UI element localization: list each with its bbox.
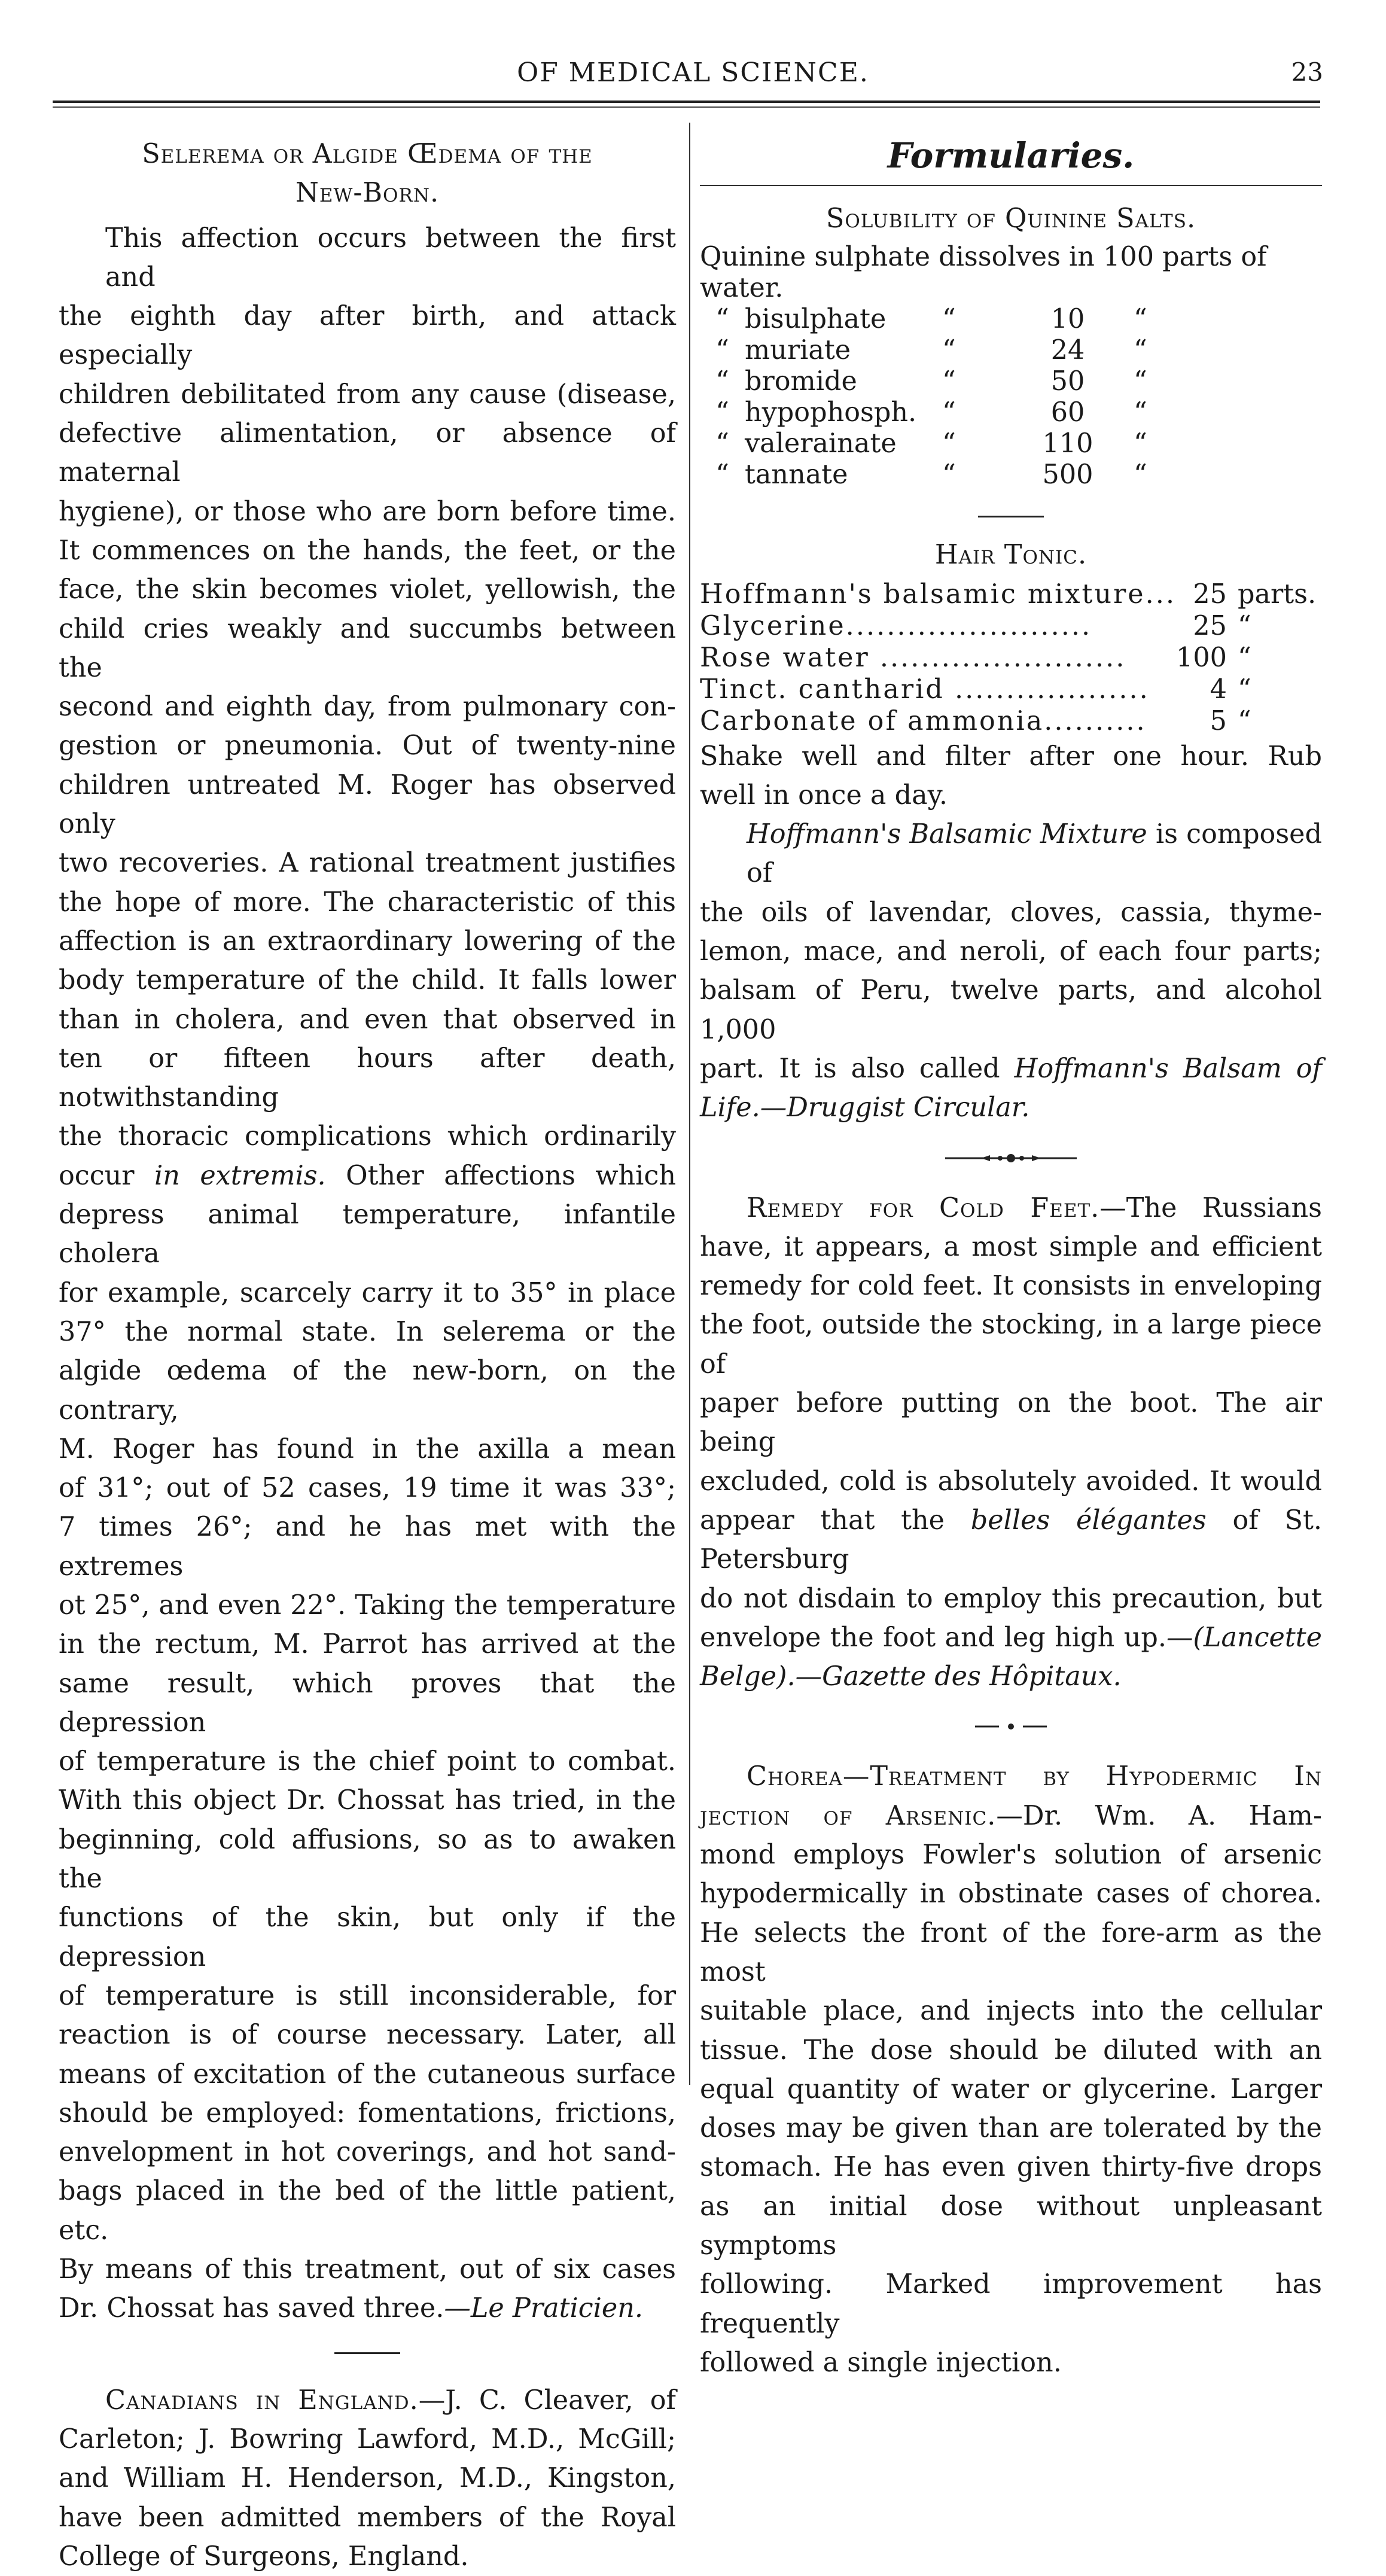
ditto-mark: “ xyxy=(715,397,729,428)
body-line: affection is an extraordinary lowering of the xyxy=(59,925,676,957)
ditto-mark: “ xyxy=(1134,366,1147,397)
body-line: of temperature is still inconsiderable, for xyxy=(59,1980,676,2011)
hair-tonic-table xyxy=(700,578,1322,737)
body-line: followed a single injection. xyxy=(700,2347,1062,2378)
table-row xyxy=(700,397,1322,428)
ingredient-unit: “ xyxy=(1237,674,1251,705)
body-line: ten or fifteen hours after death, notwithstanding xyxy=(59,1043,676,1113)
section-title-rule xyxy=(700,185,1322,186)
body-line: paper before putting on the boot. The air being xyxy=(700,1388,1322,1458)
body-line: suitable place, and injects into the cellular xyxy=(700,1996,1322,2027)
body-line: in the rectum, M. Parrot has arrived at the xyxy=(59,1629,676,1660)
latin-phrase: in extremis. xyxy=(154,1160,326,1191)
table-row xyxy=(700,304,1322,335)
body-text: occur xyxy=(59,1160,135,1191)
body-line: and William H. Henderson, M.D., Kingston, xyxy=(59,2463,676,2494)
ornament-icon xyxy=(945,1152,1077,1164)
salt-name: bisulphate xyxy=(745,304,887,335)
body-text: Dr. Chossat has saved three. xyxy=(59,2293,444,2324)
ditto-mark: “ xyxy=(1134,428,1147,459)
ditto-mark: “ xyxy=(942,459,956,491)
ingredient-name: Rose water ........................ xyxy=(700,642,1126,673)
table-row xyxy=(700,674,1322,705)
table-row xyxy=(700,610,1322,642)
body-line xyxy=(700,1088,1322,1127)
body-line: hypodermically in obstinate cases of chorea. xyxy=(700,1878,1322,1910)
column-divider xyxy=(689,123,690,2085)
body-line: gestion or pneumonia. Out of twenty-nine xyxy=(59,730,676,762)
body-line xyxy=(700,1189,1322,1228)
body-line: By means of this treatment, out of six cases xyxy=(59,2254,676,2285)
body-line: well in once a day. xyxy=(700,780,948,811)
formula-title: Solubility of Quinine Salts. xyxy=(825,203,1196,234)
body-line: mond employs Fowler's solution of arsenic xyxy=(700,1840,1322,1871)
table-row xyxy=(700,335,1322,366)
ingredient-name: Glycerine........................ xyxy=(700,610,1092,641)
ingredient-name: Hoffmann's balsamic mixture... xyxy=(700,578,1177,610)
body-text: —J. C. Cleaver, of xyxy=(418,2385,676,2416)
body-line: should be employed: fomentations, frictions, xyxy=(59,2097,676,2129)
body-line: He selects the front of the fore-arm as the most xyxy=(700,1917,1322,1987)
body-text: appear that the xyxy=(700,1505,945,1536)
body-line: of 31°; out of 52 cases, 19 time it was 33°; xyxy=(59,1473,676,1504)
body-line: face, the skin becomes violet, yellowish, the xyxy=(59,574,676,605)
body-line: following. Marked improvement has frequently xyxy=(700,2269,1322,2339)
article-heading: Canadians in England. xyxy=(105,2385,419,2416)
ingredient-unit: “ xyxy=(1237,642,1251,673)
body-text: is composed of xyxy=(747,819,1323,889)
body-line: than in cholera, and even that observed in xyxy=(59,1004,676,1035)
body-line xyxy=(59,2381,676,2420)
body-line: the eighth day after birth, and attack especially xyxy=(59,301,676,371)
source-citation: —Le Praticien. xyxy=(444,2293,644,2324)
body-line xyxy=(700,1049,1322,1088)
ditto-mark: “ xyxy=(942,397,956,428)
ditto-mark: “ xyxy=(1134,335,1147,366)
body-line: means of excitation of the cutaneous surface xyxy=(59,2059,676,2090)
ditto-mark: “ xyxy=(942,366,956,397)
body-line: the foot, outside the stocking, in a large piece of xyxy=(700,1310,1322,1380)
section-title: Formularies. xyxy=(887,135,1135,176)
body-line: algide œdema of the new-born, on the contrary, xyxy=(59,1356,676,1426)
body-line: bags placed in the bed of the little patient, etc. xyxy=(59,2176,676,2246)
header-rule-thin xyxy=(53,106,1320,108)
body-line xyxy=(700,1657,1322,1696)
ditto-mark: “ xyxy=(715,428,729,459)
solubility-table xyxy=(700,304,1322,491)
body-line: children untreated M. Roger has observed only xyxy=(59,769,676,840)
body-line: doses may be given than are tolerated by the xyxy=(700,2113,1322,2144)
article-title-line: Selerema or Algide Œdema of the xyxy=(142,139,593,169)
body-line: 7 times 26°; and he has met with the extremes xyxy=(59,1512,676,1582)
ditto-mark: “ xyxy=(715,459,729,491)
ingredient-quantity: 4 xyxy=(1210,674,1227,705)
salt-name: muriate xyxy=(745,335,851,366)
ditto-mark: “ xyxy=(1134,397,1147,428)
table-row xyxy=(700,642,1322,674)
body-line xyxy=(700,815,1322,893)
body-line: have been admitted members of the Royal xyxy=(59,2502,676,2533)
body-line: lemon, mace, and neroli, of each four parts; xyxy=(700,936,1322,967)
body-line: two recoveries. A rational treatment justifies xyxy=(59,848,676,879)
body-text: part. It is also called xyxy=(700,1053,1000,1084)
body-line: College of Surgeons, England. xyxy=(59,2541,469,2572)
table-row xyxy=(700,366,1322,397)
body-line: the thoracic complications which ordinarily xyxy=(59,1121,676,1152)
ditto-mark: “ xyxy=(715,366,729,397)
ornament-divider xyxy=(700,1714,1322,1738)
article-heading: Chorea—Treatment by Hypodermic In xyxy=(747,1761,1322,1792)
header-rule xyxy=(53,101,1320,103)
parts-value: 60 xyxy=(1050,397,1085,428)
body-text: —The Russians xyxy=(1099,1192,1322,1223)
source-citation: Life.—Druggist Circular. xyxy=(700,1092,1030,1123)
right-column xyxy=(700,135,1322,2382)
source-citation: —(Lancette xyxy=(1166,1622,1322,1653)
body-line xyxy=(700,1796,1322,1835)
article-heading: jection of Arsenic. xyxy=(700,1800,997,1831)
body-line: ot 25°, and even 22°. Taking the temperature xyxy=(59,1590,676,1621)
ingredient-unit: “ xyxy=(1237,705,1251,736)
left-column xyxy=(59,135,676,2576)
table-row xyxy=(700,428,1322,459)
body-line: M. Roger has found in the axilla a mean xyxy=(59,1433,676,1464)
body-line: child cries weakly and succumbs between the xyxy=(59,613,676,683)
ingredient-quantity: 25 xyxy=(1193,610,1227,641)
ingredient-quantity: 25 xyxy=(1193,578,1227,610)
body-line: stomach. He has even given thirty-five drops xyxy=(700,2152,1322,2183)
ingredient-unit: “ xyxy=(1237,610,1251,641)
ingredient-name: Carbonate of ammonia.......... xyxy=(700,705,1147,736)
body-line: remedy for cold feet. It consists in enveloping xyxy=(700,1271,1322,1302)
body-line: the hope of more. The characteristic of this xyxy=(59,887,676,918)
body-line: hygiene), or those who are born before time. xyxy=(59,496,676,527)
ditto-mark: “ xyxy=(715,335,729,366)
body-line: Shake well and filter after one hour. Rub xyxy=(700,741,1322,772)
article-heading: Remedy for Cold Feet. xyxy=(747,1192,1100,1223)
body-line xyxy=(59,1156,676,1195)
ingredient-quantity: 5 xyxy=(1210,705,1227,736)
formula-line: Quinine sulphate dissolves in 100 parts of water. xyxy=(700,242,1267,304)
body-line: tissue. The dose should be diluted with an xyxy=(700,2035,1322,2066)
running-head xyxy=(0,57,1386,99)
parts-value: 24 xyxy=(1050,335,1085,366)
ditto-mark: “ xyxy=(1134,459,1147,491)
body-line: defective alimentation, or absence of maternal xyxy=(59,418,676,488)
running-title: OF MEDICAL SCIENCE. xyxy=(517,57,869,88)
ditto-mark: “ xyxy=(1134,304,1147,335)
parts-value: 50 xyxy=(1050,366,1085,397)
formula-name: Hoffmann's Balsamic Mixture xyxy=(747,819,1147,850)
section-rule xyxy=(978,516,1044,517)
body-line: Carleton; J. Bowring Lawford, M.D., McGill; xyxy=(59,2423,676,2455)
body-line: 37° the normal state. In selerema or the xyxy=(59,1316,676,1347)
ditto-mark: “ xyxy=(942,335,956,366)
ingredient-name: Tinct. cantharid ................... xyxy=(700,674,1150,705)
body-line: depress animal temperature, infantile cholera xyxy=(59,1199,676,1269)
body-line: for example, scarcely carry it to 35° in place xyxy=(59,1277,676,1308)
source-citation: Belge).—Gazette des Hôpitaux. xyxy=(700,1661,1122,1692)
body-line: beginning, cold affusions, so as to awaken the xyxy=(59,1824,676,1895)
body-text: Other affections which xyxy=(346,1160,676,1191)
body-text: envelope the foot and leg high up. xyxy=(700,1622,1167,1653)
body-text: —Dr. Wm. A. Ham- xyxy=(996,1800,1323,1831)
body-line: children debilitated from any cause (disease, xyxy=(59,379,676,410)
body-text: of St. Petersburg xyxy=(700,1505,1322,1575)
formula-title: Hair Tonic. xyxy=(934,540,1088,571)
body-line: the oils of lavendar, cloves, cassia, thyme- xyxy=(700,897,1322,928)
body-line: It commences on the hands, the feet, or the xyxy=(59,535,676,566)
salt-name: bromide xyxy=(745,366,857,397)
body-line: have, it appears, a most simple and efficient xyxy=(700,1231,1322,1262)
body-line xyxy=(59,2289,676,2328)
section-rule xyxy=(334,2352,400,2354)
body-line: do not disdain to employ this precaution, but xyxy=(700,1583,1322,1614)
parts-value: 500 xyxy=(1042,459,1093,491)
table-row xyxy=(700,578,1322,610)
body-line: reaction is of course necessary. Later, all xyxy=(59,2020,676,2051)
body-line xyxy=(700,1501,1322,1579)
body-line: of temperature is the chief point to combat. xyxy=(59,1746,676,1777)
ingredient-unit: parts. xyxy=(1237,578,1317,610)
page-number: 23 xyxy=(1291,57,1323,87)
body-line: as an initial dose without unpleasant symptoms xyxy=(700,2191,1322,2261)
body-line: body temperature of the child. It falls lower xyxy=(59,965,676,996)
formula-name: Hoffmann's Balsam of xyxy=(1014,1053,1323,1084)
foreign-phrase: belles élégantes xyxy=(970,1505,1207,1536)
body-line: This affection occurs between the first and xyxy=(105,223,676,293)
body-line: functions of the skin, but only if the depression xyxy=(59,1902,676,1972)
table-row xyxy=(700,705,1322,737)
ornament-icon xyxy=(963,1721,1059,1732)
salt-name: hypophosph. xyxy=(745,397,917,428)
table-row xyxy=(700,459,1322,491)
ditto-mark: “ xyxy=(942,428,956,459)
ditto-mark: “ xyxy=(942,304,956,335)
ingredient-quantity: 100 xyxy=(1176,642,1227,673)
body-line: balsam of Peru, twelve parts, and alcohol 1,000 xyxy=(700,975,1322,1045)
parts-value: 10 xyxy=(1050,304,1085,335)
ornament-divider xyxy=(700,1146,1322,1170)
body-line: second and eighth day, from pulmonary con- xyxy=(59,692,676,723)
parts-value: 110 xyxy=(1042,428,1093,459)
body-line: same result, which proves that the depression xyxy=(59,1668,676,1738)
body-line: With this object Dr. Chossat has tried, in the xyxy=(59,1785,676,1816)
salt-name: tannate xyxy=(745,459,848,491)
body-line: excluded, cold is absolutely avoided. It would xyxy=(700,1466,1322,1497)
body-line: envelopment in hot coverings, and hot sand- xyxy=(59,2137,676,2168)
ditto-mark: “ xyxy=(715,304,729,335)
body-line xyxy=(700,1618,1322,1657)
body-line: equal quantity of water or glycerine. Larger xyxy=(700,2073,1322,2105)
article-title-line: New-Born. xyxy=(295,178,440,209)
salt-name: valerainate xyxy=(745,428,897,459)
